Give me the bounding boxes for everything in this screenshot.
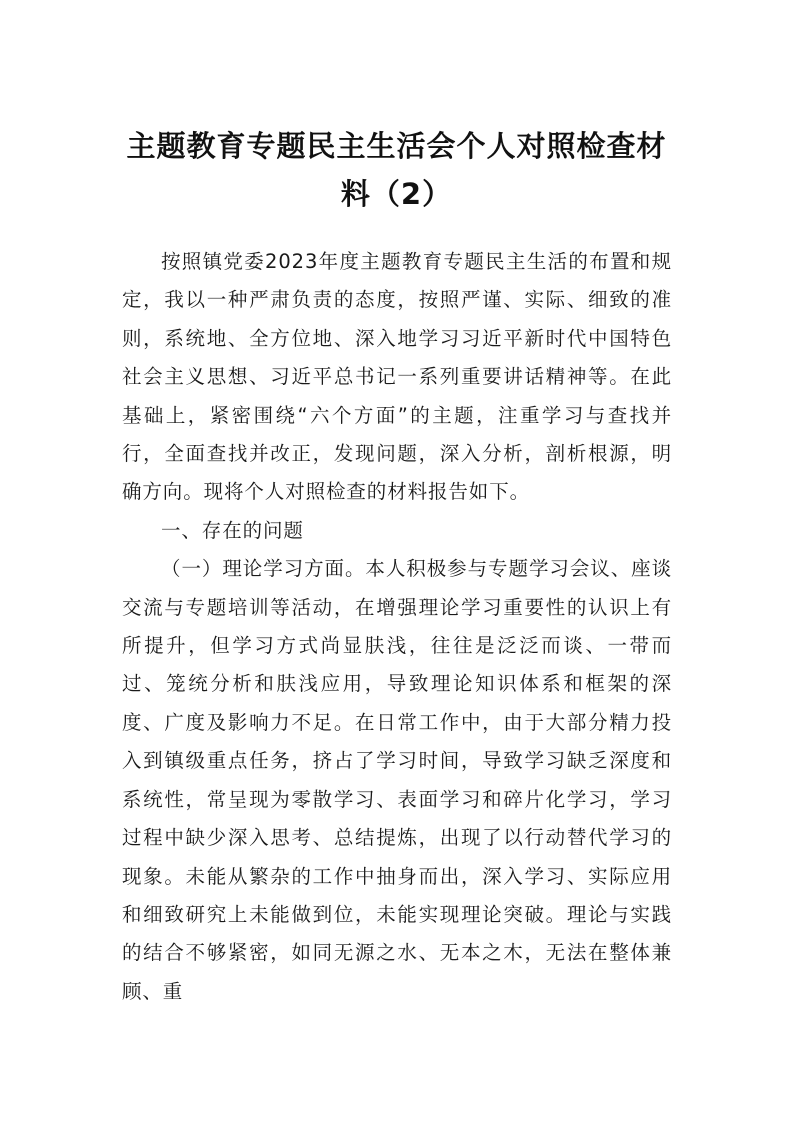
theory-study-paragraph: （一）理论学习方面。本人积极参与专题学习会议、座谈交流与专题培训等活动，在增强理论学习重要性的认识上有所提升，但学习方式尚显肤浅，往往是泛泛而谈、一带而过、笼统分析和肤浅应用，导致理论知识体系和框架的深度、广度及影响力不足。在日常工作中，由于大部分精力投入到镇级重点任务，挤占了学习时间，导致学习缺乏深度和系统性，常呈现为零散学习、表面学习和碎片化学习，学习过程中缺少深入思考、总结提炼，出现了以行动替代学习的现象。未能从繁杂的工作中抽身而出，深入学习、实际应用和细致研究上未能做到位，未能实现理论突破。理论与实践的结合不够紧密，如同无源之水、无本之木，无法在整体兼顾、重 (122, 557, 672, 1003)
document-body (122, 243, 672, 1011)
document-title: 主题教育专题民主生活会个人对照检查材料（2） (126, 129, 667, 211)
intro-paragraph: 按照镇党委2023年度主题教育专题民主生活的布置和规定，我以一种严肃负责的态度，按照严谨、实际、细致的准则，系统地、全方位地、深入地学习习近平新时代中国特色社会主义思想、习近平总书记一系列重要讲话精神等。在此基础上，紧密围绕“六个方面”的主题，注重学习与查找并行，全面查找并改正，发现问题，深入分析，剖析根源，明确方向。现将个人对照检查的材料报告如下。 (122, 250, 672, 504)
section-heading: 一、存在的问题 (161, 518, 304, 542)
